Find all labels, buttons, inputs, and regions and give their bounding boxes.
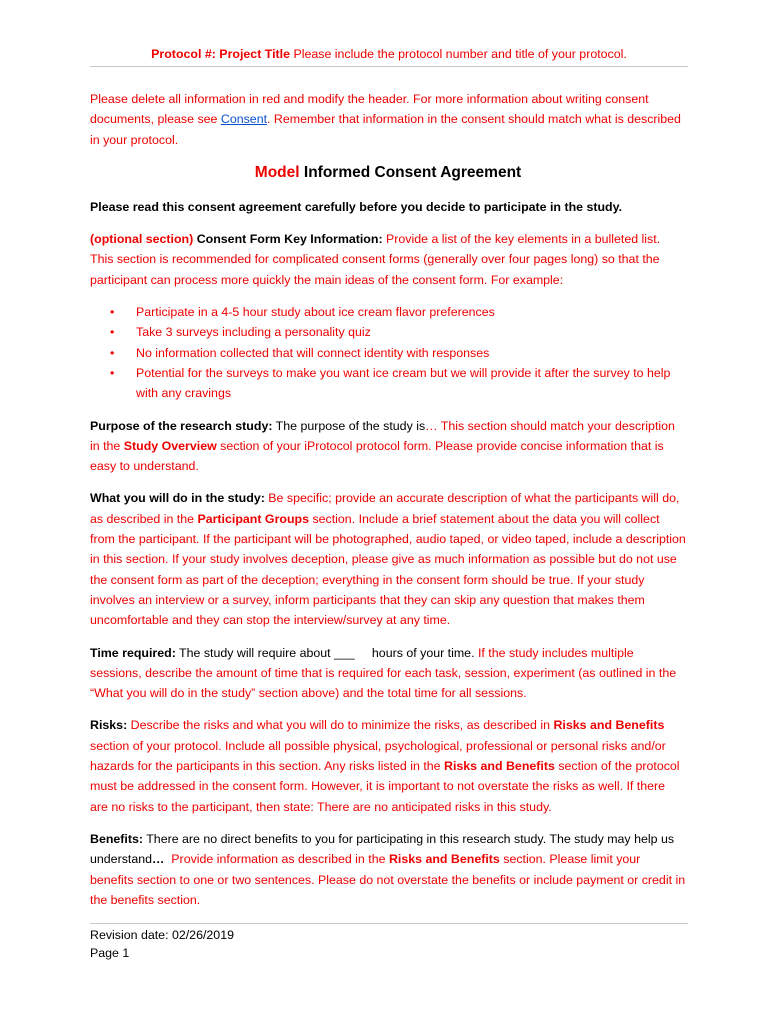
footer-divider <box>90 923 688 924</box>
key-info-label: Consent Form Key Information: <box>193 232 383 247</box>
risks-benefits-term: Risks and Benefits <box>388 852 500 867</box>
page-header <box>90 44 688 64</box>
benefits-text: There are no direct benefits to you for participating in this research study. The study may help us understand <box>90 831 675 867</box>
list-item-text: Participate in a 4-5 hour study about ice cream flavor preferences <box>136 305 495 320</box>
risks-benefits-term: Risks and Benefits <box>444 759 555 774</box>
what-you-do-instruction-end: section. Include a brief statement about the data you will collect from the participant. If the participant will be photographed, audio taped, or video taped, include a description in this section. If your study involves deception, please give as much information as possible but do not use the consent form as part of the deception; everything in the consent form should be true. If your study involves an interview or a survey, inform participants that they can skip any question that makes them uncomfortable and they can stop the interview/survey at any time. <box>90 511 686 628</box>
list-item-text: Potential for the surveys to make you want ice cream but we will provide it after the survey to help with any cravings <box>136 365 671 401</box>
intro-paragraph <box>90 89 686 150</box>
purpose-text: The purpose of the study is <box>272 418 426 433</box>
header-divider <box>90 66 688 67</box>
list-item-text: Take 3 surveys including a personality quiz <box>136 325 371 340</box>
purpose-instruction: This section should match your description in the <box>90 418 675 453</box>
bullet-icon: • <box>110 305 115 320</box>
list-item <box>110 322 686 342</box>
list-item <box>110 343 686 363</box>
what-you-do-paragraph <box>90 488 686 630</box>
benefits-instruction-end: section. Please limit your benefits section to one or two sentences. Please do not overstate the benefits or include payment or credit in the benefits section. <box>90 852 686 907</box>
key-info-paragraph <box>90 229 686 290</box>
study-overview-term: Study Overview <box>123 438 217 453</box>
benefits-paragraph <box>90 829 686 910</box>
risks-instruction: Describe the risks and what you will do to minimize the risks, as described in <box>127 718 554 733</box>
key-info-text: Provide a list of the key elements in a bulleted list. This section is recommended for complicated consent forms (generally over four pages long) so that the participant can process more quickly the main ideas of the consent form. For example: <box>90 232 661 287</box>
list-item <box>110 363 686 404</box>
bullet-icon: • <box>110 325 115 340</box>
risks-instruction-mid: section of your protocol. Include all possible physical, psychological, professional or personal risks and/or hazards for the participants in this section. Any risks listed in the <box>90 738 666 774</box>
document-title <box>90 162 686 184</box>
protocol-note: Please include the protocol number and title of your protocol. <box>290 47 627 61</box>
page-footer <box>90 926 234 962</box>
revision-date: Revision date: 02/26/2019 <box>90 928 234 942</box>
consent-link[interactable]: Consent <box>220 112 268 127</box>
title-rest: Informed Consent Agreement <box>299 163 522 181</box>
list-item-text: No information collected that will connect identity with responses <box>136 345 490 360</box>
time-required-label: Time required: <box>90 645 176 660</box>
participant-groups-term: Participant Groups <box>197 511 309 526</box>
benefits-ellipsis: … <box>152 852 172 867</box>
benefits-instruction: Provide information as described in the <box>171 852 389 867</box>
page-number: Page 1 <box>90 946 130 960</box>
protocol-label: Protocol #: Project Title <box>151 47 291 61</box>
risks-label: Risks: <box>90 718 128 733</box>
risks-benefits-term: Risks and Benefits <box>553 718 665 733</box>
purpose-ellipsis: … <box>425 418 441 433</box>
intro-text-end: . Remember that information in the consent should match what is described in your protocol. <box>90 112 681 147</box>
purpose-paragraph <box>90 416 686 477</box>
purpose-instruction-end: section of your iProtocol protocol form. Please provide concise information that is easy to understand. <box>90 438 664 474</box>
risks-instruction-end: section of the protocol must be addressed in the consent form. However, it is important to not overstate the risks as well. If there are no risks to the participant, then state: There are no anticipated risks in this study. <box>90 759 680 814</box>
time-required-text: The study will require about ___ hours of your time. <box>175 645 475 660</box>
what-you-do-label: What you will do in the study: <box>90 491 265 506</box>
what-you-do-instruction: Be specific; provide an accurate description of what the participants will do, as described in the <box>90 491 680 526</box>
benefits-label: Benefits: <box>90 831 144 846</box>
time-required-paragraph <box>90 643 686 704</box>
read-notice: Please read this consent agreement carefully before you decide to participate in the study. <box>90 199 623 214</box>
bullet-icon: • <box>110 345 115 360</box>
key-info-list <box>90 302 686 403</box>
list-item <box>110 302 686 322</box>
time-required-instruction: If the study includes multiple sessions, describe the amount of time that is required for each task, session, experiment (as outlined in the “What you will do in the study” section above) and the total time for all sessions. <box>90 645 677 701</box>
optional-section-label: (optional section) <box>90 232 194 247</box>
title-model: Model <box>254 163 300 181</box>
risks-paragraph <box>90 715 686 816</box>
purpose-label: Purpose of the research study: <box>90 418 273 433</box>
intro-text: Please delete all information in red and modify the header. For more information about writing consent documents, please see <box>90 92 649 127</box>
document-body <box>90 89 686 922</box>
bullet-icon: • <box>110 365 115 380</box>
